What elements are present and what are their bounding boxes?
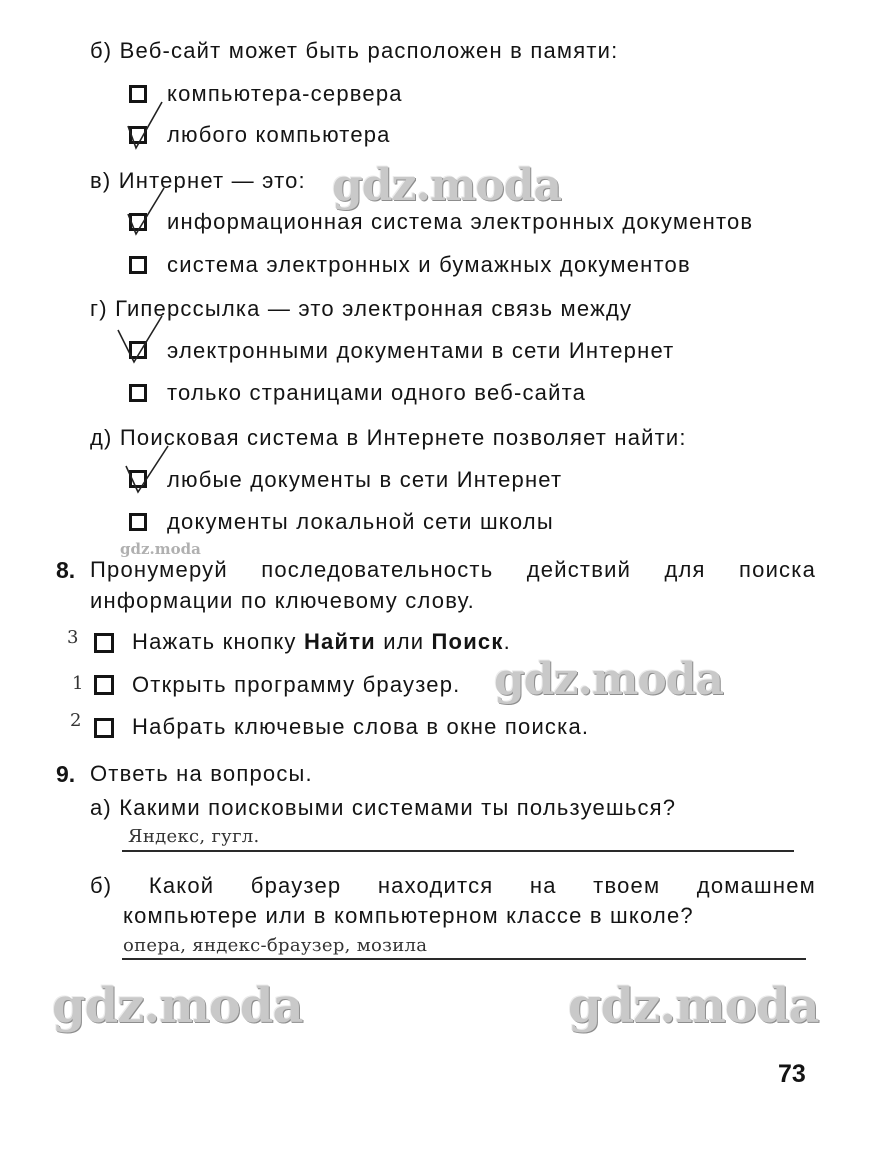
task-9b-question-line2: компьютере или в компьютерном классе в школе?	[123, 903, 694, 928]
checkmark-icon	[114, 316, 162, 372]
step-1-mid: или	[375, 629, 432, 654]
option-g-2: только страницами одного веб-сайта	[167, 380, 587, 405]
checkbox-g-2[interactable]	[129, 384, 147, 402]
question-b-prompt: б) Веб-сайт может быть расположен в памяти:	[90, 38, 619, 63]
watermark-logo-small: gdz.moda	[120, 540, 201, 558]
option-b-2: любого компьютера	[167, 122, 391, 147]
task-9-number: 9.	[56, 761, 76, 787]
watermark-logo: gdz.moda	[494, 654, 724, 705]
task-9b-answer: опера, яндекс-браузер, мозила	[123, 935, 428, 956]
question-v-prompt: в) Интернет — это:	[90, 168, 306, 193]
step-1-pre: Нажать кнопку	[132, 629, 304, 654]
task-9b-question-line1: б) Какой браузер находится на твоем домашнем	[90, 873, 816, 898]
step-1-post: .	[503, 629, 511, 654]
option-g-1: электронными документами в сети Интернет	[167, 338, 675, 363]
task-9a-question: а) Какими поисковыми системами ты пользуешься?	[90, 795, 677, 820]
step-3-checkbox[interactable]	[94, 718, 114, 738]
step-2-order: 1	[72, 673, 84, 694]
checkbox-d-2[interactable]	[129, 513, 147, 531]
step-1-order: 3	[67, 627, 79, 648]
option-b-1: компьютера-сервера	[167, 81, 403, 106]
watermark-logo: gdz.moda	[332, 160, 562, 211]
option-d-1: любые документы в сети Интернет	[167, 467, 563, 492]
task-9a-answer: Яндекс, гугл.	[128, 826, 260, 847]
option-v-1: информационная система электронных документов	[167, 209, 754, 234]
task-8-text-line1: Пронумеруй последовательность действий для поиска	[90, 557, 816, 582]
step-1-bold-search: Поиск	[431, 629, 504, 654]
step-1-text	[132, 629, 511, 655]
answer-line-9b	[122, 958, 806, 960]
step-3-text: Набрать ключевые слова в окне поиска.	[132, 714, 590, 739]
answer-line-9a	[122, 850, 794, 852]
task-8-number: 8.	[56, 557, 76, 583]
option-d-2: документы локальной сети школы	[167, 509, 554, 534]
watermark-logo: gdz.moda	[52, 978, 303, 1034]
task-8-text-line2: информации по ключевому слову.	[90, 588, 475, 613]
page-number: 73	[778, 1060, 806, 1088]
option-v-2: система электронных и бумажных документов	[167, 252, 691, 277]
step-3-order: 2	[70, 710, 82, 731]
step-1-checkbox[interactable]	[94, 633, 114, 653]
question-g-prompt: г) Гиперссылка — это электронная связь между	[90, 296, 633, 321]
checkmark-icon	[124, 100, 172, 156]
watermark-logo: gdz.moda	[568, 978, 819, 1034]
step-2-text: Открыть программу браузер.	[132, 672, 461, 697]
step-1-bold-find: Найти	[303, 629, 376, 654]
step-2-checkbox[interactable]	[94, 675, 114, 695]
question-d-prompt: д) Поисковая система в Интернете позволяет найти:	[90, 425, 687, 450]
checkmark-icon	[122, 446, 170, 502]
task-9-intro: Ответь на вопросы.	[90, 761, 313, 786]
checkmark-icon	[124, 186, 172, 242]
checkbox-v-2[interactable]	[129, 256, 147, 274]
